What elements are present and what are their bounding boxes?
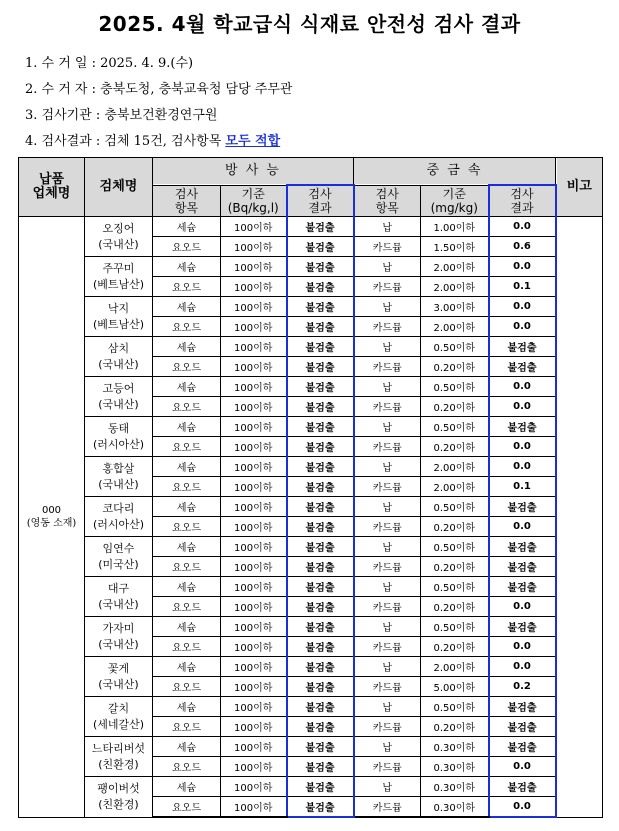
header-hm-result: 검사 결과 (489, 185, 556, 217)
rad-result: 불검출 (287, 457, 354, 477)
hm-result: 불검출 (489, 617, 556, 637)
header-note: 비고 (556, 158, 603, 217)
info-result (25, 130, 280, 149)
table-row (19, 297, 603, 317)
rad-std: 100이하 (221, 317, 287, 337)
hm-result: 0.0 (489, 797, 556, 818)
hm-result: 0.0 (489, 757, 556, 777)
sample-name: 팽이버섯 (친환경) (85, 777, 153, 818)
rad-result: 불검출 (287, 597, 354, 617)
results-body (19, 217, 603, 818)
rad-std: 100이하 (221, 537, 287, 557)
rad-std: 100이하 (221, 757, 287, 777)
rad-item: 세슘 (153, 457, 221, 477)
sample-name: 느타리버섯 (친환경) (85, 737, 153, 777)
hm-result: 0.6 (489, 237, 556, 257)
rad-std: 100이하 (221, 677, 287, 697)
rad-result: 불검출 (287, 717, 354, 737)
rad-result: 불검출 (287, 697, 354, 717)
hm-item: 카드뮴 (354, 397, 421, 417)
rad-result: 불검출 (287, 557, 354, 577)
sample-name: 홍합살 (국내산) (85, 457, 153, 497)
rad-std: 100이하 (221, 777, 287, 797)
hm-result: 불검출 (489, 557, 556, 577)
rad-result: 불검출 (287, 317, 354, 337)
rad-result: 불검출 (287, 417, 354, 437)
hm-item: 카드뮴 (354, 357, 421, 377)
hm-std: 0.50이하 (421, 497, 489, 517)
table-row (19, 457, 603, 477)
table-row (19, 217, 603, 237)
hm-result: 0.0 (489, 657, 556, 677)
hm-std: 0.30이하 (421, 797, 489, 818)
info-result-prefix: 4. 검사결과 : 검체 15건, 검사항목 (25, 134, 226, 149)
rad-std: 100이하 (221, 637, 287, 657)
rad-item: 요오드 (153, 397, 221, 417)
rad-result: 불검출 (287, 337, 354, 357)
table-row (19, 377, 603, 397)
hm-result: 불검출 (489, 717, 556, 737)
hm-std: 0.20이하 (421, 557, 489, 577)
rad-std: 100이하 (221, 717, 287, 737)
rad-result: 불검출 (287, 377, 354, 397)
rad-item: 요오드 (153, 277, 221, 297)
info-collector: 2. 수 거 자 : 충북도청, 충북교육청 담당 주무관 (25, 82, 293, 97)
header-heavy-metal: 중 금 속 (354, 158, 556, 186)
sample-name: 삼치 (국내산) (85, 337, 153, 377)
hm-item: 납 (354, 417, 421, 437)
hm-item: 납 (354, 457, 421, 477)
hm-result: 0.0 (489, 637, 556, 657)
table-row (19, 777, 603, 797)
table-row (19, 497, 603, 517)
hm-std: 0.30이하 (421, 737, 489, 757)
rad-result: 불검출 (287, 537, 354, 557)
table-row (19, 657, 603, 677)
hm-result: 0.0 (489, 317, 556, 337)
hm-item: 카드뮴 (354, 437, 421, 457)
hm-std: 0.20이하 (421, 717, 489, 737)
rad-result: 불검출 (287, 797, 354, 818)
rad-std: 100이하 (221, 477, 287, 497)
rad-result: 불검출 (287, 297, 354, 317)
hm-std: 0.50이하 (421, 537, 489, 557)
rad-item: 세슘 (153, 217, 221, 237)
rad-result: 불검출 (287, 357, 354, 377)
hm-std: 0.50이하 (421, 577, 489, 597)
rad-item: 요오드 (153, 717, 221, 737)
hm-result: 불검출 (489, 697, 556, 717)
rad-std: 100이하 (221, 357, 287, 377)
sample-name: 가자미 (국내산) (85, 617, 153, 657)
hm-std: 2.00이하 (421, 317, 489, 337)
rad-item: 요오드 (153, 677, 221, 697)
hm-item: 납 (354, 377, 421, 397)
rad-item: 요오드 (153, 597, 221, 617)
hm-result: 0.1 (489, 477, 556, 497)
hm-item: 납 (354, 697, 421, 717)
hm-result: 0.0 (489, 437, 556, 457)
hm-result: 불검출 (489, 777, 556, 797)
hm-result: 0.0 (489, 457, 556, 477)
hm-item: 카드뮴 (354, 637, 421, 657)
rad-std: 100이하 (221, 797, 287, 818)
rad-result: 불검출 (287, 437, 354, 457)
sample-name: 임연수 (미국산) (85, 537, 153, 577)
rad-result: 불검출 (287, 617, 354, 637)
table-row (19, 337, 603, 357)
hm-result: 0.1 (489, 277, 556, 297)
rad-std: 100이하 (221, 497, 287, 517)
results-table (18, 157, 603, 818)
page-title: 2025. 4월 학교급식 식재료 안전성 검사 결과 (98, 12, 521, 36)
rad-result: 불검출 (287, 477, 354, 497)
rad-item: 세슘 (153, 537, 221, 557)
rad-result: 불검출 (287, 657, 354, 677)
table-row (19, 617, 603, 637)
rad-std: 100이하 (221, 217, 287, 237)
rad-std: 100이하 (221, 237, 287, 257)
table-row (19, 577, 603, 597)
hm-item: 납 (354, 777, 421, 797)
hm-std: 0.50이하 (421, 617, 489, 637)
rad-item: 요오드 (153, 637, 221, 657)
header-hm-item: 검사 항목 (354, 185, 421, 217)
header-sample: 검체명 (85, 158, 153, 217)
hm-item: 카드뮴 (354, 717, 421, 737)
rad-std: 100이하 (221, 737, 287, 757)
rad-item: 요오드 (153, 317, 221, 337)
rad-result: 불검출 (287, 517, 354, 537)
hm-item: 납 (354, 537, 421, 557)
hm-item: 카드뮴 (354, 517, 421, 537)
hm-std: 0.30이하 (421, 777, 489, 797)
rad-result: 불검출 (287, 777, 354, 797)
rad-result: 불검출 (287, 577, 354, 597)
hm-std: 0.20이하 (421, 637, 489, 657)
hm-item: 카드뮴 (354, 677, 421, 697)
company-name: 000 (영동 소재) (19, 217, 85, 818)
rad-item: 요오드 (153, 237, 221, 257)
header-hm-std: 기준 (mg/kg) (421, 185, 489, 217)
note-cell (556, 217, 603, 818)
rad-std: 100이하 (221, 557, 287, 577)
table-row (19, 417, 603, 437)
hm-item: 카드뮴 (354, 237, 421, 257)
hm-std: 2.00이하 (421, 257, 489, 277)
hm-result: 0.0 (489, 377, 556, 397)
sample-name: 대구 (국내산) (85, 577, 153, 617)
hm-item: 납 (354, 737, 421, 757)
hm-std: 2.00이하 (421, 277, 489, 297)
rad-std: 100이하 (221, 457, 287, 477)
rad-std: 100이하 (221, 437, 287, 457)
rad-item: 세슘 (153, 617, 221, 637)
header-rad-std: 기준 (Bq/kg,l) (221, 185, 287, 217)
hm-std: 5.00이하 (421, 677, 489, 697)
rad-std: 100이하 (221, 337, 287, 357)
hm-item: 카드뮴 (354, 597, 421, 617)
hm-result: 0.0 (489, 517, 556, 537)
hm-item: 카드뮴 (354, 277, 421, 297)
hm-std: 0.50이하 (421, 697, 489, 717)
rad-std: 100이하 (221, 377, 287, 397)
rad-item: 세슘 (153, 297, 221, 317)
hm-item: 납 (354, 617, 421, 637)
rad-item: 세슘 (153, 257, 221, 277)
rad-std: 100이하 (221, 657, 287, 677)
table-row (19, 537, 603, 557)
hm-item: 납 (354, 217, 421, 237)
hm-std: 1.00이하 (421, 217, 489, 237)
rad-std: 100이하 (221, 597, 287, 617)
rad-result: 불검출 (287, 397, 354, 417)
rad-item: 요오드 (153, 757, 221, 777)
rad-result: 불검출 (287, 757, 354, 777)
header-radiation: 방 사 능 (153, 158, 354, 186)
hm-std: 1.50이하 (421, 237, 489, 257)
hm-std: 0.50이하 (421, 337, 489, 357)
sample-name: 주꾸미 (베트남산) (85, 257, 153, 297)
hm-std: 2.00이하 (421, 657, 489, 677)
sample-name: 코다리 (러시아산) (85, 497, 153, 537)
hm-std: 0.20이하 (421, 357, 489, 377)
rad-std: 100이하 (221, 577, 287, 597)
hm-std: 2.00이하 (421, 477, 489, 497)
sample-name: 동태 (러시아산) (85, 417, 153, 457)
hm-item: 납 (354, 337, 421, 357)
hm-item: 카드뮴 (354, 797, 421, 818)
hm-item: 납 (354, 257, 421, 277)
hm-result: 0.0 (489, 217, 556, 237)
rad-item: 세슘 (153, 697, 221, 717)
hm-result: 0.0 (489, 257, 556, 277)
rad-item: 요오드 (153, 357, 221, 377)
hm-std: 0.20이하 (421, 597, 489, 617)
table-row (19, 257, 603, 277)
rad-item: 세슘 (153, 737, 221, 757)
info-lab: 3. 검사기관 : 충북보건환경연구원 (25, 108, 218, 123)
hm-std: 2.00이하 (421, 457, 489, 477)
hm-std: 3.00이하 (421, 297, 489, 317)
info-collection-date: 1. 수 거 일 : 2025. 4. 9.(수) (25, 56, 194, 71)
rad-std: 100이하 (221, 417, 287, 437)
hm-std: 0.30이하 (421, 757, 489, 777)
sample-name: 낙지 (베트남산) (85, 297, 153, 337)
hm-std: 0.20이하 (421, 397, 489, 417)
rad-std: 100이하 (221, 697, 287, 717)
sample-name: 갈치 (세네갈산) (85, 697, 153, 737)
rad-item: 요오드 (153, 557, 221, 577)
rad-result: 불검출 (287, 277, 354, 297)
rad-result: 불검출 (287, 237, 354, 257)
hm-result: 0.0 (489, 297, 556, 317)
hm-result: 0.2 (489, 677, 556, 697)
hm-result: 불검출 (489, 737, 556, 757)
rad-result: 불검출 (287, 737, 354, 757)
hm-item: 납 (354, 497, 421, 517)
hm-result: 0.0 (489, 397, 556, 417)
rad-item: 세슘 (153, 417, 221, 437)
rad-item: 요오드 (153, 517, 221, 537)
hm-result: 불검출 (489, 577, 556, 597)
rad-item: 요오드 (153, 477, 221, 497)
rad-item: 세슘 (153, 657, 221, 677)
header-rad-result: 검사 결과 (287, 185, 354, 217)
hm-item: 납 (354, 577, 421, 597)
rad-result: 불검출 (287, 497, 354, 517)
sample-name: 꽃게 (국내산) (85, 657, 153, 697)
rad-result: 불검출 (287, 257, 354, 277)
header-rad-item: 검사 항목 (153, 185, 221, 217)
table-row (19, 737, 603, 757)
hm-result: 불검출 (489, 417, 556, 437)
rad-result: 불검출 (287, 217, 354, 237)
hm-result: 불검출 (489, 337, 556, 357)
table-row (19, 697, 603, 717)
rad-item: 세슘 (153, 777, 221, 797)
info-result-highlight: 모두 적합 (225, 134, 281, 149)
rad-std: 100이하 (221, 397, 287, 417)
hm-item: 납 (354, 297, 421, 317)
rad-item: 요오드 (153, 797, 221, 818)
hm-result: 0.0 (489, 597, 556, 617)
rad-std: 100이하 (221, 277, 287, 297)
rad-result: 불검출 (287, 677, 354, 697)
hm-item: 카드뮴 (354, 557, 421, 577)
rad-item: 세슘 (153, 497, 221, 517)
hm-item: 카드뮴 (354, 757, 421, 777)
rad-item: 세슘 (153, 377, 221, 397)
rad-std: 100이하 (221, 297, 287, 317)
hm-std: 0.50이하 (421, 417, 489, 437)
rad-std: 100이하 (221, 617, 287, 637)
hm-result: 불검출 (489, 537, 556, 557)
hm-std: 0.50이하 (421, 377, 489, 397)
rad-std: 100이하 (221, 517, 287, 537)
rad-item: 세슘 (153, 337, 221, 357)
hm-std: 0.20이하 (421, 517, 489, 537)
hm-item: 카드뮴 (354, 477, 421, 497)
hm-result: 불검출 (489, 497, 556, 517)
sample-name: 오징어 (국내산) (85, 217, 153, 257)
hm-std: 0.20이하 (421, 437, 489, 457)
hm-item: 카드뮴 (354, 317, 421, 337)
header-company: 납품 업체명 (19, 158, 85, 217)
rad-std: 100이하 (221, 257, 287, 277)
rad-result: 불검출 (287, 637, 354, 657)
rad-item: 요오드 (153, 437, 221, 457)
rad-item: 세슘 (153, 577, 221, 597)
hm-result: 불검출 (489, 357, 556, 377)
sample-name: 고등어 (국내산) (85, 377, 153, 417)
hm-item: 납 (354, 657, 421, 677)
